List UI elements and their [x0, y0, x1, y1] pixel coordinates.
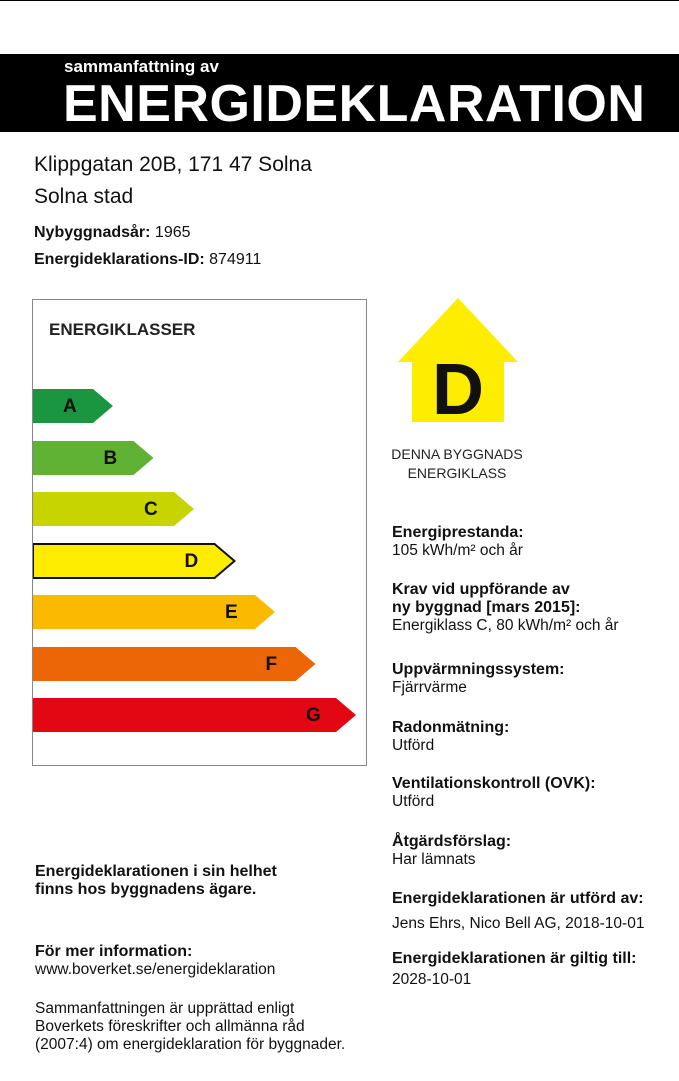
energy-class-title: ENERGIKLASSER [49, 320, 196, 339]
header-title: ENERGIDEKLARATION [63, 75, 646, 133]
declaration-id-row [34, 251, 261, 269]
detail-label: Energideklarationen är giltig till: [392, 950, 637, 967]
detail-radon-measurement [392, 719, 674, 755]
legal-note-line1: Sammanfattningen är upprättad enligt [35, 1000, 295, 1017]
detail-label: Radonmätning: [392, 719, 510, 736]
energy-class-letter: G [306, 705, 321, 726]
rating-caption-line2: ENERGIKLASS [407, 465, 507, 481]
header-banner [0, 54, 679, 132]
energy-class-bar-a [33, 388, 117, 424]
energy-class-bar-e [33, 594, 279, 630]
rating-caption-line1: DENNA BYGGNADS [391, 446, 523, 462]
detail-energy-performance [392, 524, 674, 560]
energy-class-bar-d [33, 543, 239, 579]
detail-value: Utförd [392, 793, 435, 810]
detail-value: Utförd [392, 737, 435, 754]
declaration-id-label: Energideklarations-ID: [34, 251, 205, 268]
rating-letter: D [432, 350, 484, 424]
energy-class-letter: C [144, 499, 158, 520]
detail-value: 2028-10-01 [392, 971, 472, 988]
detail-ventilation-control [392, 775, 674, 811]
property-address: Klippgatan 20B, 171 47 Solna [34, 153, 312, 176]
energy-class-letter: B [103, 447, 118, 469]
detail-value: Jens Ehrs, Nico Bell AG, 2018-10-01 [392, 915, 645, 932]
energy-class-letter: E [225, 602, 238, 623]
top-rule [0, 0, 679, 1]
declaration-id-value: 874911 [209, 251, 262, 268]
detail-performed-by [392, 890, 674, 933]
energy-class-bar-b [33, 440, 158, 476]
owner-note-line1: Energideklarationen i sin helhet [35, 863, 277, 880]
owner-note [35, 863, 365, 899]
detail-heating-system [392, 661, 674, 697]
energy-class-bar-g [33, 697, 360, 733]
detail-label: Krav vid uppförande av [392, 581, 570, 598]
detail-value: Energiklass C, 80 kWh/m² och år [392, 617, 619, 634]
build-year-label: Nybyggnadsår: [34, 224, 151, 241]
energy-class-bar-f [33, 646, 320, 682]
energy-class-letter: A [63, 396, 77, 417]
building-rating-icon [396, 296, 520, 424]
more-info-link[interactable]: www.boverket.se/energideklaration [35, 961, 276, 978]
detail-measure-proposals [392, 833, 674, 869]
rating-caption [380, 445, 534, 483]
detail-label-2: ny byggnad [mars 2015]: [392, 599, 581, 616]
energy-class-bar-c [33, 491, 198, 527]
detail-value: Fjärrvärme [392, 679, 467, 696]
owner-note-line2: finns hos byggnadens ägare. [35, 881, 257, 898]
detail-label: Åtgärdsförslag: [392, 833, 512, 850]
legal-note [35, 1000, 365, 1054]
energy-class-letter: F [265, 653, 278, 675]
more-info-label: För mer information: [35, 943, 193, 960]
build-year-value: 1965 [154, 224, 191, 241]
detail-label: Ventilationskontroll (OVK): [392, 775, 596, 792]
energy-class-letter: D [184, 550, 199, 572]
header-subtitle: sammanfattning av [64, 57, 219, 76]
detail-value: Har lämnats [392, 851, 476, 868]
detail-label: Energiprestanda: [392, 524, 524, 541]
detail-label: Energideklarationen är utförd av: [392, 890, 644, 907]
legal-note-line3: (2007:4) om energideklaration för byggnader. [35, 1036, 346, 1053]
build-year-row [34, 224, 191, 242]
more-info [35, 943, 365, 979]
detail-value: 105 kWh/m² och år [392, 542, 523, 559]
detail-valid-until [392, 950, 674, 989]
property-municipality: Solna stad [34, 185, 134, 208]
detail-label: Uppvärmningssystem: [392, 661, 565, 678]
legal-note-line2: Boverkets föreskrifter och allmänna råd [35, 1018, 305, 1035]
detail-new-building-requirement [392, 581, 674, 635]
energy-class-scale [32, 299, 367, 766]
